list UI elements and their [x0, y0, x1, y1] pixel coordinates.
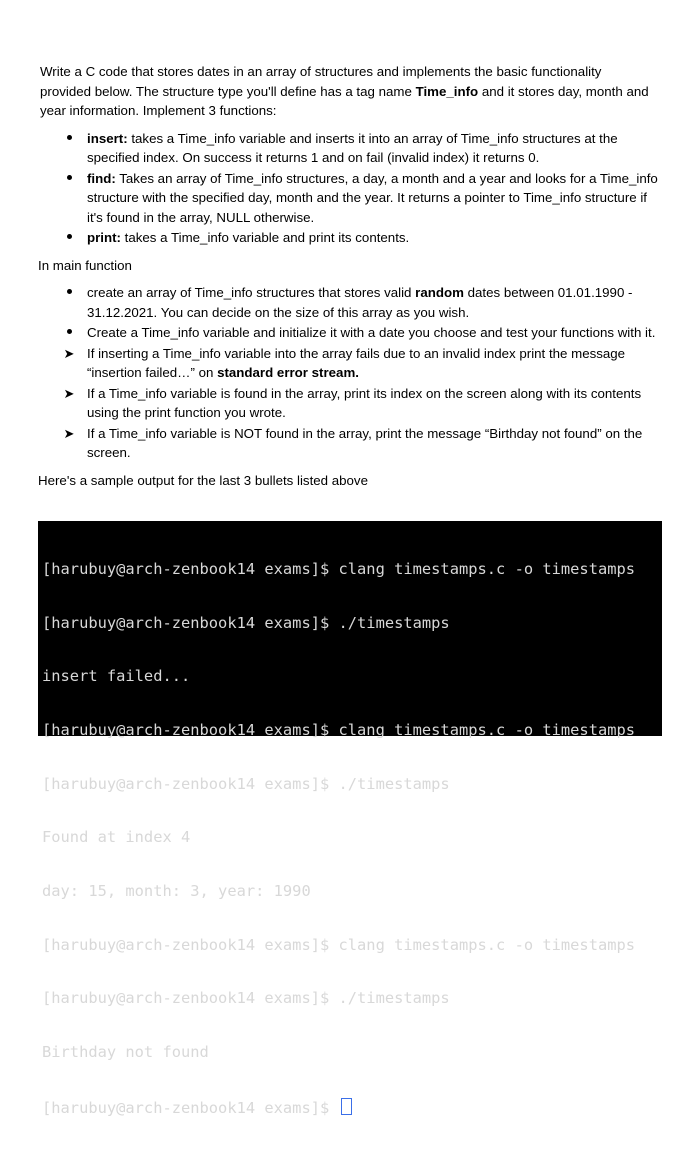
list-item: ➤ If a Time_info variable is found in the array, print its index on the screen along with its contents using the print function you wrote. — [63, 385, 642, 420]
bullet-icon — [62, 129, 76, 149]
list-item: ➤ If inserting a Time_info variable into the array fails due to an invalid index print the message “insertion failed…” on standard error stream. — [63, 345, 626, 380]
arrow-bullet-icon: ➤ — [63, 345, 75, 361]
bullet-icon — [62, 169, 76, 189]
terminal-prompt-line — [42, 1098, 662, 1116]
terminal-line: [harubuy@arch-zenbook14 exams]$ clang timestamps.c -o timestamps — [42, 720, 636, 739]
main-heading: In main function — [38, 257, 132, 273]
terminal-line: day: 15, month: 3, year: 1990 — [42, 882, 311, 901]
bullet-icon — [62, 228, 76, 248]
assignment-text — [40, 62, 665, 490]
terminal-line: Found at index 4 — [42, 828, 191, 847]
intro-line-1: Write a C code that stores dates in an array of structures and implements the basic functionality — [40, 64, 602, 79]
intro-paragraph — [40, 62, 665, 121]
functions-list — [40, 129, 665, 248]
random-emphasis: random — [415, 285, 464, 300]
function-name: print: — [87, 230, 121, 245]
terminal-line: insert failed... — [42, 667, 191, 686]
list-item — [40, 228, 665, 248]
terminal-line: [harubuy@arch-zenbook14 exams]$ ./timestamps — [42, 989, 450, 1008]
list-item — [40, 169, 665, 228]
function-name: insert: — [87, 130, 128, 146]
terminal-prompt: [harubuy@arch-zenbook14 exams]$ — [42, 1098, 339, 1117]
struct-tag-name: Time_info — [415, 83, 479, 99]
terminal-line: [harubuy@arch-zenbook14 exams]$ clang timestamps.c -o timestamps — [42, 935, 636, 954]
function-description: Takes an array of Time_info structures, a day, a month and a year and looks for a Time_info structure with the specified day, month and the year. It returns a pointer to Time_info structure if it's found in the array, NULL otherwise. — [87, 170, 658, 225]
list-item: ➤ If a Time_info variable is NOT found in the array, print the message “Birthday not found” on the screen. — [63, 425, 643, 460]
stderr-emphasis: standard error stream. — [217, 365, 359, 380]
terminal-cursor-icon — [341, 1098, 352, 1115]
bullet-icon — [62, 323, 76, 343]
arrow-bullet-icon: ➤ — [63, 385, 75, 401]
terminal-line: [harubuy@arch-zenbook14 exams]$ clang timestamps.c -o timestamps — [42, 559, 636, 578]
function-description: takes a Time_info variable and inserts it into an array of Time_info structures at the specified index. On success it returns 1 and on fail (invalid index) it returns 0. — [87, 130, 618, 165]
arrow-bullet-icon: ➤ — [63, 425, 75, 441]
intro-line-3: year information. Implement 3 functions: — [40, 103, 277, 118]
terminal-line: Birthday not found — [42, 1043, 209, 1062]
sample-heading: Here's a sample output for the last 3 bullets listed above — [38, 472, 368, 488]
list-item: Create a Time_info variable and initialize it with a date you choose and test your functions with it. — [40, 323, 665, 343]
main-items-list — [40, 283, 665, 463]
list-item: create an array of Time_info structures that stores valid random dates between 01.01.1990 - 31.12.2021. You can decide on the size of this array as you wish. — [40, 283, 665, 322]
intro-line-2-end: and it stores day, month and — [478, 83, 649, 99]
list-item — [40, 129, 665, 168]
bullet-icon — [62, 283, 76, 303]
intro-line-2: provided below. The structure type you'll define has a tag name — [40, 83, 416, 99]
terminal-line: [harubuy@arch-zenbook14 exams]$ ./timestamps — [42, 774, 450, 793]
function-name: find: — [87, 170, 116, 186]
terminal-output — [38, 521, 662, 1117]
function-description: takes a Time_info variable and print its contents. — [120, 230, 410, 245]
terminal-line: [harubuy@arch-zenbook14 exams]$ ./timestamps — [42, 613, 450, 632]
